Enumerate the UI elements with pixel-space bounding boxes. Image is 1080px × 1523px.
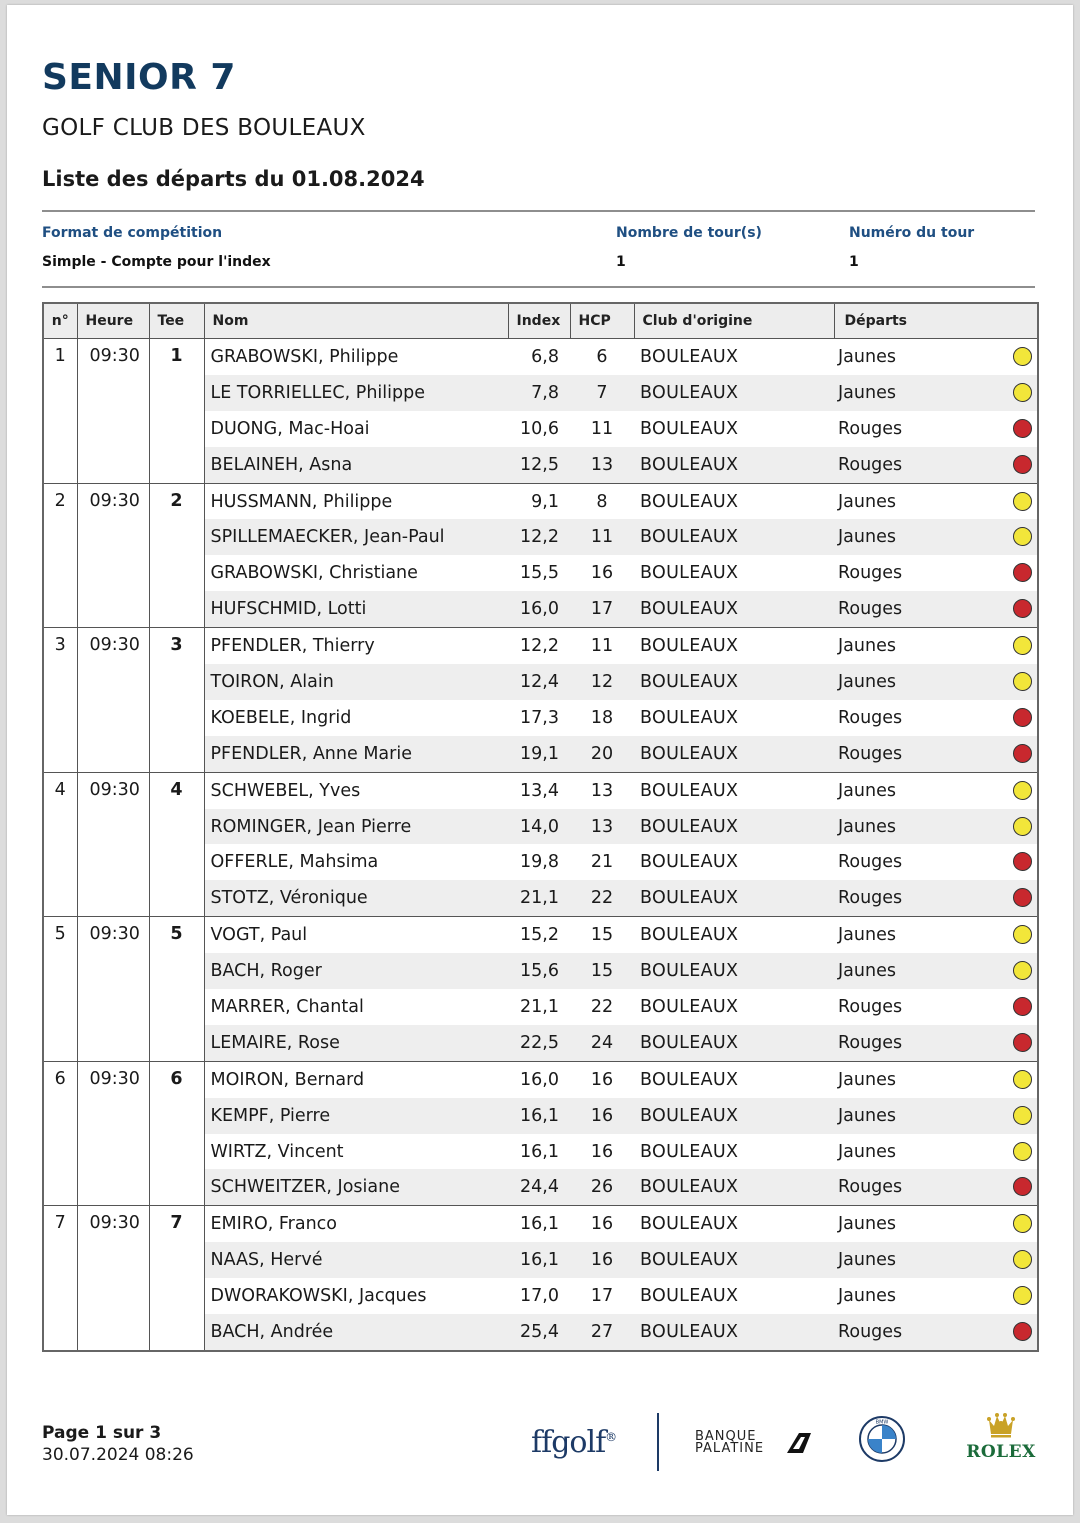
start-tee-label: Rouges xyxy=(838,852,903,873)
player-name: MOIRON, Bernard xyxy=(204,1061,508,1097)
player-start xyxy=(834,339,1038,375)
player-club: BOULEAUX xyxy=(634,1098,834,1134)
player-hcp: 7 xyxy=(570,375,634,411)
tee-number: 3 xyxy=(149,628,204,773)
player-index: 9,1 xyxy=(508,483,570,519)
player-hcp: 18 xyxy=(590,707,614,728)
tee-color-dot-icon xyxy=(1013,492,1032,511)
start-tee-label: Jaunes xyxy=(838,1214,896,1235)
player-start xyxy=(834,375,1038,411)
player-index: 21,1 xyxy=(520,996,559,1017)
tee-color-dot-icon xyxy=(1013,708,1032,727)
col-header-tee: Tee xyxy=(149,303,204,339)
player-index: 12,2 xyxy=(508,519,570,555)
tee-time: 09:30 xyxy=(77,628,149,773)
tee-color-dot-icon xyxy=(1013,1250,1032,1269)
player-name: WIRTZ, Vincent xyxy=(210,1141,344,1162)
player-start xyxy=(834,1025,1038,1061)
tee-color-dot-icon xyxy=(1013,744,1032,763)
player-club: BOULEAUX xyxy=(634,519,834,555)
player-start xyxy=(834,1061,1038,1097)
player-hcp: 17 xyxy=(570,591,634,627)
player-index: 19,1 xyxy=(508,736,570,772)
tee-color-dot-icon xyxy=(1013,1033,1032,1052)
player-club: BOULEAUX xyxy=(634,664,834,700)
player-club: BOULEAUX xyxy=(634,1206,834,1242)
table-row xyxy=(43,772,1038,808)
tee-color-dot-icon xyxy=(1013,888,1032,907)
table-row xyxy=(43,1206,1038,1242)
tee-number: 7 xyxy=(149,1206,204,1351)
player-club: BOULEAUX xyxy=(634,1314,834,1351)
start-tee-label: Jaunes xyxy=(838,780,896,801)
tee-color-dot-icon xyxy=(1013,781,1032,800)
player-club: BOULEAUX xyxy=(634,809,834,845)
tee-color-dot-icon xyxy=(1013,961,1032,980)
start-tee-label: Jaunes xyxy=(838,671,896,692)
player-name: DWORAKOWSKI, Jacques xyxy=(210,1286,427,1307)
player-name: SCHWEBEL, Yves xyxy=(204,772,508,808)
player-name: KEMPF, Pierre xyxy=(204,1098,508,1134)
player-name: SCHWEITZER, Josiane xyxy=(204,1169,508,1205)
ffgolf-logo: ffgolf® xyxy=(531,1425,617,1460)
player-hcp: 13 xyxy=(570,809,634,845)
tee-color-dot-icon xyxy=(1013,383,1032,402)
player-club: BOULEAUX xyxy=(634,628,834,664)
player-hcp: 21 xyxy=(590,852,614,873)
tee-color-dot-icon xyxy=(1013,997,1032,1016)
player-index: 15,6 xyxy=(508,953,570,989)
player-club: BOULEAUX xyxy=(634,483,834,519)
player-club: BOULEAUX xyxy=(634,1061,834,1097)
tee-color-dot-icon xyxy=(1013,347,1032,366)
player-name: GRABOWSKI, Philippe xyxy=(210,346,399,367)
player-hcp: 16 xyxy=(570,1242,634,1278)
player-index: 16,1 xyxy=(508,1098,570,1134)
format-value: Simple - Compte pour l'index xyxy=(42,254,271,270)
table-row xyxy=(43,339,1038,375)
player-index: 7,8 xyxy=(508,375,570,411)
player-start xyxy=(834,917,1038,953)
table-row xyxy=(43,483,1038,519)
player-hcp: 16 xyxy=(570,1098,634,1134)
tee-time: 09:30 xyxy=(77,483,149,628)
tee-time: 09:30 xyxy=(77,1206,149,1351)
start-list-table xyxy=(42,302,1039,1352)
print-timestamp: 30.07.2024 08:26 xyxy=(42,1445,194,1465)
player-club: BOULEAUX xyxy=(634,1169,834,1205)
player-index: 10,6 xyxy=(520,418,559,439)
col-header-club: Club d'origine xyxy=(634,303,834,339)
player-hcp: 26 xyxy=(570,1169,634,1205)
list-title: Liste des départs du 01.08.2024 xyxy=(42,167,425,191)
player-index: 16,1 xyxy=(508,1206,570,1242)
start-tee-label: Rouges xyxy=(838,1032,903,1053)
col-header-time: Heure xyxy=(77,303,149,339)
tee-color-dot-icon xyxy=(1013,563,1032,582)
player-hcp: 20 xyxy=(570,736,634,772)
player-start xyxy=(834,519,1038,555)
start-tee-label: Jaunes xyxy=(838,527,896,548)
tee-color-dot-icon xyxy=(1013,599,1032,618)
player-start xyxy=(834,591,1038,627)
start-tee-label: Jaunes xyxy=(838,1286,896,1307)
tee-color-dot-icon xyxy=(1013,455,1032,474)
table-body xyxy=(43,339,1038,1351)
table-header-row xyxy=(43,303,1038,339)
tee-color-dot-icon xyxy=(1013,1214,1032,1233)
tee-color-dot-icon xyxy=(1013,852,1032,871)
tee-color-dot-icon xyxy=(1013,817,1032,836)
player-name: PFENDLER, Anne Marie xyxy=(204,736,508,772)
start-tee-label: Jaunes xyxy=(838,382,896,403)
player-start xyxy=(834,880,1038,916)
player-start xyxy=(834,772,1038,808)
col-header-starts: Départs xyxy=(834,303,1038,339)
player-index: 12,5 xyxy=(508,447,570,483)
tee-color-dot-icon xyxy=(1013,672,1032,691)
tee-color-dot-icon xyxy=(1013,1070,1032,1089)
sail-icon xyxy=(695,1429,815,1459)
player-hcp: 11 xyxy=(590,418,614,439)
tee-time: 09:30 xyxy=(77,772,149,917)
bmw-logo-icon xyxy=(859,1416,905,1462)
player-club: BOULEAUX xyxy=(640,1286,739,1307)
player-club: BOULEAUX xyxy=(634,953,834,989)
start-tee-label: Jaunes xyxy=(838,1105,896,1126)
rolex-crown-icon xyxy=(963,1410,1039,1440)
player-name: TOIRON, Alain xyxy=(204,664,508,700)
table-row xyxy=(43,628,1038,664)
player-hcp: 22 xyxy=(590,996,614,1017)
player-name: NAAS, Hervé xyxy=(204,1242,508,1278)
player-start xyxy=(834,1314,1038,1351)
start-tee-label: Jaunes xyxy=(838,925,896,946)
player-name: DUONG, Mac-Hoai xyxy=(210,418,370,439)
player-name: BELAINEH, Asna xyxy=(204,447,508,483)
player-name: MARRER, Chantal xyxy=(210,996,364,1017)
player-hcp: 16 xyxy=(570,1206,634,1242)
player-start xyxy=(834,700,1038,736)
player-name: LE TORRIELLEC, Philippe xyxy=(204,375,508,411)
tee-color-dot-icon xyxy=(1013,925,1032,944)
player-index: 25,4 xyxy=(508,1314,570,1351)
tee-number: 1 xyxy=(149,339,204,484)
player-name: HUSSMANN, Philippe xyxy=(204,483,508,519)
player-hcp: 6 xyxy=(596,346,608,367)
player-club: BOULEAUX xyxy=(634,772,834,808)
player-index: 16,0 xyxy=(508,1061,570,1097)
player-index: 12,2 xyxy=(508,628,570,664)
player-club: BOULEAUX xyxy=(634,1242,834,1278)
player-name: STOTZ, Véronique xyxy=(204,880,508,916)
player-hcp: 16 xyxy=(590,1141,614,1162)
player-start xyxy=(834,1242,1038,1278)
club-name: GOLF CLUB DES BOULEAUX xyxy=(42,115,366,141)
start-tee-label: Jaunes xyxy=(838,816,896,837)
player-start xyxy=(834,1278,1038,1314)
player-start xyxy=(834,809,1038,845)
rolex-wordmark: ROLEX xyxy=(966,1442,1036,1462)
player-start xyxy=(834,1206,1038,1242)
player-hcp: 22 xyxy=(570,880,634,916)
player-club: BOULEAUX xyxy=(640,1141,739,1162)
player-hcp: 16 xyxy=(570,1061,634,1097)
rolex-logo xyxy=(963,1410,1039,1466)
player-name: LEMAIRE, Rose xyxy=(204,1025,508,1061)
divider-bottom xyxy=(42,286,1035,288)
palatine-text: PALATINE xyxy=(695,1441,765,1456)
start-tee-label: Jaunes xyxy=(838,961,896,982)
player-name: PFENDLER, Thierry xyxy=(204,628,508,664)
player-hcp: 13 xyxy=(570,447,634,483)
competition-title: SENIOR 7 xyxy=(42,57,236,98)
round-number-label: Numéro du tour xyxy=(849,225,975,241)
player-hcp: 15 xyxy=(570,953,634,989)
page-number: Page 1 sur 3 xyxy=(42,1423,162,1443)
start-tee-label: Jaunes xyxy=(838,1069,896,1090)
player-club: BOULEAUX xyxy=(640,418,739,439)
player-club: BOULEAUX xyxy=(634,1025,834,1061)
rounds-label: Nombre de tour(s) xyxy=(616,225,762,241)
player-club: BOULEAUX xyxy=(640,563,739,584)
start-tee-label: Rouges xyxy=(838,563,903,584)
player-hcp: 8 xyxy=(570,483,634,519)
col-header-no: n° xyxy=(43,303,77,339)
player-start xyxy=(834,736,1038,772)
player-index: 16,1 xyxy=(520,1141,559,1162)
banque-text: BANQUE xyxy=(695,1429,757,1444)
divider-top xyxy=(42,210,1035,212)
player-hcp: 15 xyxy=(570,917,634,953)
player-club: BOULEAUX xyxy=(634,375,834,411)
player-hcp: 24 xyxy=(570,1025,634,1061)
player-name: GRABOWSKI, Christiane xyxy=(210,563,418,584)
start-tee-label: Rouges xyxy=(838,418,903,439)
tee-number: 2 xyxy=(149,483,204,628)
group-number: 5 xyxy=(43,917,77,1062)
player-hcp: 16 xyxy=(590,563,614,584)
player-start xyxy=(834,664,1038,700)
tee-time: 09:30 xyxy=(77,917,149,1062)
player-index: 14,0 xyxy=(508,809,570,845)
player-name: BACH, Andrée xyxy=(204,1314,508,1351)
player-index: 15,2 xyxy=(508,917,570,953)
player-club: BOULEAUX xyxy=(640,852,739,873)
group-number: 3 xyxy=(43,628,77,773)
tee-color-dot-icon xyxy=(1013,419,1032,438)
tee-time: 09:30 xyxy=(77,339,149,484)
player-club: BOULEAUX xyxy=(634,917,834,953)
start-tee-label: Rouges xyxy=(838,743,903,764)
start-tee-label: Jaunes xyxy=(838,491,896,512)
start-tee-label: Jaunes xyxy=(838,636,896,657)
player-hcp: 27 xyxy=(570,1314,634,1351)
logo-separator xyxy=(657,1413,659,1471)
player-index: 6,8 xyxy=(531,346,559,367)
group-number: 2 xyxy=(43,483,77,628)
player-index: 12,4 xyxy=(508,664,570,700)
start-tee-label: Rouges xyxy=(838,454,903,475)
player-start xyxy=(834,483,1038,519)
start-tee-label: Rouges xyxy=(838,888,903,909)
ffgolf-wordmark: ffgolf xyxy=(531,1425,606,1460)
start-tee-label: Jaunes xyxy=(838,1250,896,1271)
start-tee-label: Jaunes xyxy=(838,1141,896,1162)
player-start xyxy=(834,411,1038,447)
start-tee-label: Jaunes xyxy=(838,346,896,367)
col-header-index: Index xyxy=(508,303,570,339)
player-name: BACH, Roger xyxy=(204,953,508,989)
player-start xyxy=(834,1134,1038,1170)
player-club: BOULEAUX xyxy=(640,707,739,728)
player-start xyxy=(834,953,1038,989)
table-row xyxy=(43,1061,1038,1097)
col-header-hcp: HCP xyxy=(570,303,634,339)
tee-number: 5 xyxy=(149,917,204,1062)
player-club: BOULEAUX xyxy=(640,996,739,1017)
player-index: 22,5 xyxy=(508,1025,570,1061)
start-tee-label: Rouges xyxy=(838,1321,903,1342)
player-club: BOULEAUX xyxy=(634,591,834,627)
player-hcp: 11 xyxy=(570,628,634,664)
tee-time: 09:30 xyxy=(77,1061,149,1206)
start-tee-label: Rouges xyxy=(838,1177,903,1198)
player-index: 16,0 xyxy=(508,591,570,627)
tee-color-dot-icon xyxy=(1013,527,1032,546)
format-label: Format de compétition xyxy=(42,225,223,241)
player-club: BOULEAUX xyxy=(634,880,834,916)
tee-color-dot-icon xyxy=(1013,1322,1032,1341)
player-index: 15,5 xyxy=(520,563,559,584)
tee-color-dot-icon xyxy=(1013,636,1032,655)
player-hcp: 11 xyxy=(570,519,634,555)
group-number: 4 xyxy=(43,772,77,917)
banque-palatine-logo xyxy=(695,1429,815,1459)
round-number-value: 1 xyxy=(849,254,859,270)
player-name: SPILLEMAECKER, Jean-Paul xyxy=(204,519,508,555)
tee-color-dot-icon xyxy=(1013,1177,1032,1196)
player-index: 24,4 xyxy=(508,1169,570,1205)
player-start xyxy=(834,844,1038,880)
player-name: HUFSCHMID, Lotti xyxy=(204,591,508,627)
player-name: KOEBELE, Ingrid xyxy=(210,707,352,728)
player-start xyxy=(834,555,1038,591)
player-hcp: 13 xyxy=(570,772,634,808)
player-index: 16,1 xyxy=(508,1242,570,1278)
tee-number: 4 xyxy=(149,772,204,917)
start-tee-label: Rouges xyxy=(838,996,903,1017)
player-start xyxy=(834,1169,1038,1205)
player-index: 19,8 xyxy=(520,852,559,873)
player-name: OFFERLE, Mahsima xyxy=(210,852,379,873)
player-start xyxy=(834,628,1038,664)
group-number: 7 xyxy=(43,1206,77,1351)
tee-color-dot-icon xyxy=(1013,1106,1032,1125)
player-index: 17,0 xyxy=(520,1286,559,1307)
group-number: 6 xyxy=(43,1061,77,1206)
tee-color-dot-icon xyxy=(1013,1286,1032,1305)
rounds-value: 1 xyxy=(616,254,626,270)
player-start xyxy=(834,989,1038,1025)
col-header-name: Nom xyxy=(204,303,508,339)
player-club: BOULEAUX xyxy=(634,447,834,483)
player-index: 17,3 xyxy=(520,707,559,728)
start-tee-label: Rouges xyxy=(838,707,903,728)
player-name: ROMINGER, Jean Pierre xyxy=(204,809,508,845)
player-club: BOULEAUX xyxy=(634,736,834,772)
player-name: VOGT, Paul xyxy=(204,917,508,953)
player-club: BOULEAUX xyxy=(640,346,739,367)
player-start xyxy=(834,1098,1038,1134)
document-page xyxy=(7,5,1073,1515)
player-hcp: 12 xyxy=(570,664,634,700)
player-index: 21,1 xyxy=(508,880,570,916)
group-number: 1 xyxy=(43,339,77,484)
bmw-letters: BMW xyxy=(875,1419,889,1426)
player-start xyxy=(834,447,1038,483)
tee-number: 6 xyxy=(149,1061,204,1206)
player-name: EMIRO, Franco xyxy=(204,1206,508,1242)
tee-color-dot-icon xyxy=(1013,1142,1032,1161)
start-tee-label: Rouges xyxy=(838,599,903,620)
player-index: 13,4 xyxy=(508,772,570,808)
player-hcp: 17 xyxy=(590,1286,614,1307)
table-row xyxy=(43,917,1038,953)
